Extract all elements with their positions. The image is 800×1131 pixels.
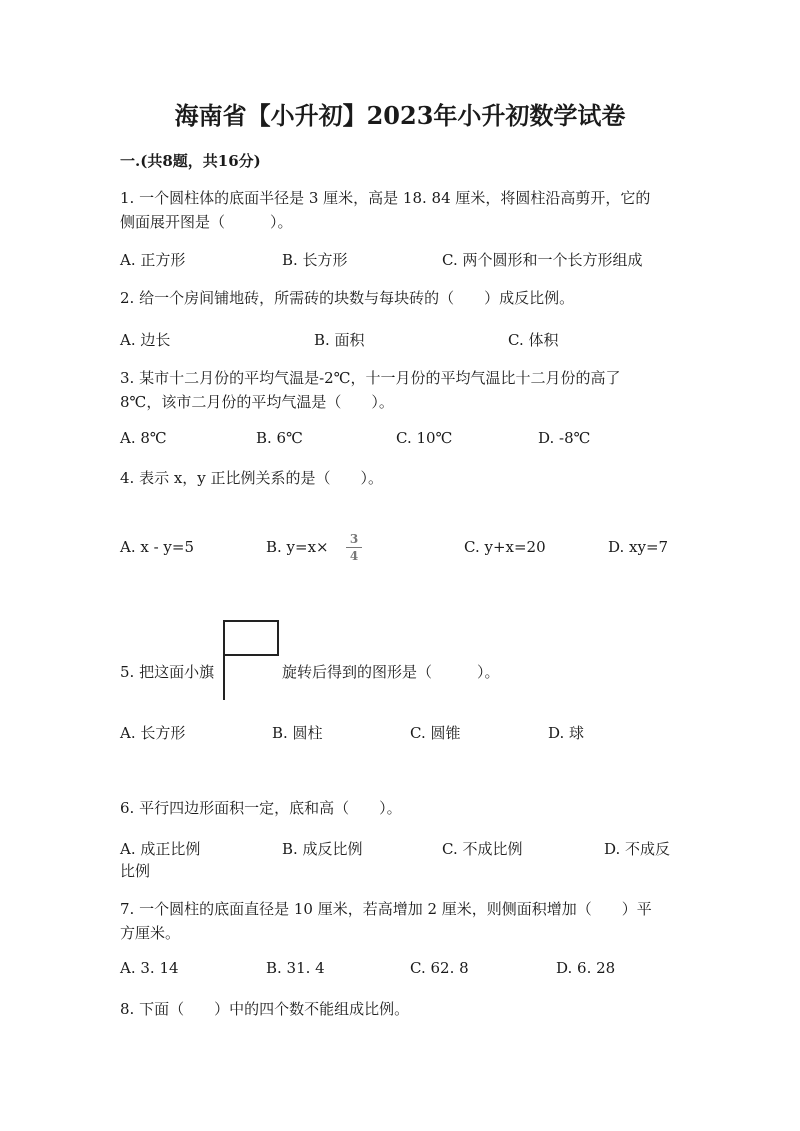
question-2-option-c: C. 体积	[508, 331, 559, 349]
question-4-line-1: 4. 表示 x，y 正比例关系的是（ ）。	[120, 469, 384, 487]
question-2-option-b: B. 面积	[314, 331, 365, 349]
question-7-option-d: D. 6. 28	[556, 959, 616, 977]
question-3-option-b: B. 6℃	[256, 429, 303, 447]
page-title: 海南省【小升初】2023年小升初数学试卷	[174, 101, 626, 130]
question-7-line-2: 方厘米。	[120, 924, 181, 942]
question-2-option-a: A. 边长	[120, 331, 171, 349]
question-5-option-b: B. 圆柱	[272, 724, 323, 742]
question-6-option-d: D. 不成反	[604, 840, 671, 858]
question-6-option-b: B. 成反比例	[282, 840, 363, 858]
question-1-option-c: C. 两个圆形和一个长方形组成	[442, 251, 643, 269]
question-4-option-c: C. y+x=20	[464, 538, 546, 556]
question-3-option-d: D. -8℃	[538, 429, 591, 447]
section-heading: 一.(共8题，共16分)	[120, 152, 261, 170]
question-6-option-a: A. 成正比例	[120, 840, 201, 858]
question-4-option-b: B. y=x×	[266, 538, 329, 556]
question-4-option-a: A. x - y=5	[120, 538, 195, 556]
question-1-option-a: A. 正方形	[120, 251, 186, 269]
question-5-option-d: D. 球	[548, 724, 585, 742]
question-4-option-d: D. xy=7	[608, 538, 669, 556]
question-3-option-c: C. 10℃	[396, 429, 453, 447]
fraction-three-quarters	[344, 532, 364, 563]
question-2-line-1: 2. 给一个房间铺地砖，所需砖的块数与每块砖的（ ）成反比例。	[120, 289, 575, 307]
question-1-line-2: 侧面展开图是（ ）。	[120, 213, 293, 231]
question-6-option-c: C. 不成比例	[442, 840, 523, 858]
question-1-option-b: B. 长方形	[282, 251, 348, 269]
question-1-line-1: 1. 一个圆柱体的底面半径是 3 厘米，高是 18. 84 厘米，将圆柱沿高剪开，它的	[120, 189, 651, 207]
question-7-line-1: 7. 一个圆柱的底面直径是 10 厘米，若高增加 2 厘米，则侧面积增加（ ）平	[120, 900, 652, 918]
question-5-option-a: A. 长方形	[120, 724, 186, 742]
question-3-line-1: 3. 某市十二月份的平均气温是-2℃，十一月份的平均气温比十二月份的高了	[120, 369, 621, 387]
question-7-option-b: B. 31. 4	[266, 959, 325, 977]
question-6-line-1: 6. 平行四边形面积一定，底和高（ ）。	[120, 799, 402, 817]
question-3-option-a: A. 8℃	[120, 429, 167, 447]
question-8-line-1: 8. 下面（ ）中的四个数不能组成比例。	[120, 1000, 410, 1018]
fraction-numerator: 3	[349, 532, 359, 546]
flag-figure	[222, 620, 282, 700]
question-7-option-a: A. 3. 14	[120, 959, 179, 977]
question-5-option-c: C. 圆锥	[410, 724, 461, 742]
question-6-option-d-wrap: 比例	[120, 862, 151, 880]
question-3-line-2: 8℃，该市二月份的平均气温是（ ）。	[120, 393, 394, 411]
question-7-option-c: C. 62. 8	[410, 959, 469, 977]
question-5-text-after: 旋转后得到的图形是（ ）。	[282, 663, 500, 681]
fraction-denominator: 4	[349, 549, 359, 563]
question-5-text-before: 5. 把这面小旗	[120, 663, 215, 681]
